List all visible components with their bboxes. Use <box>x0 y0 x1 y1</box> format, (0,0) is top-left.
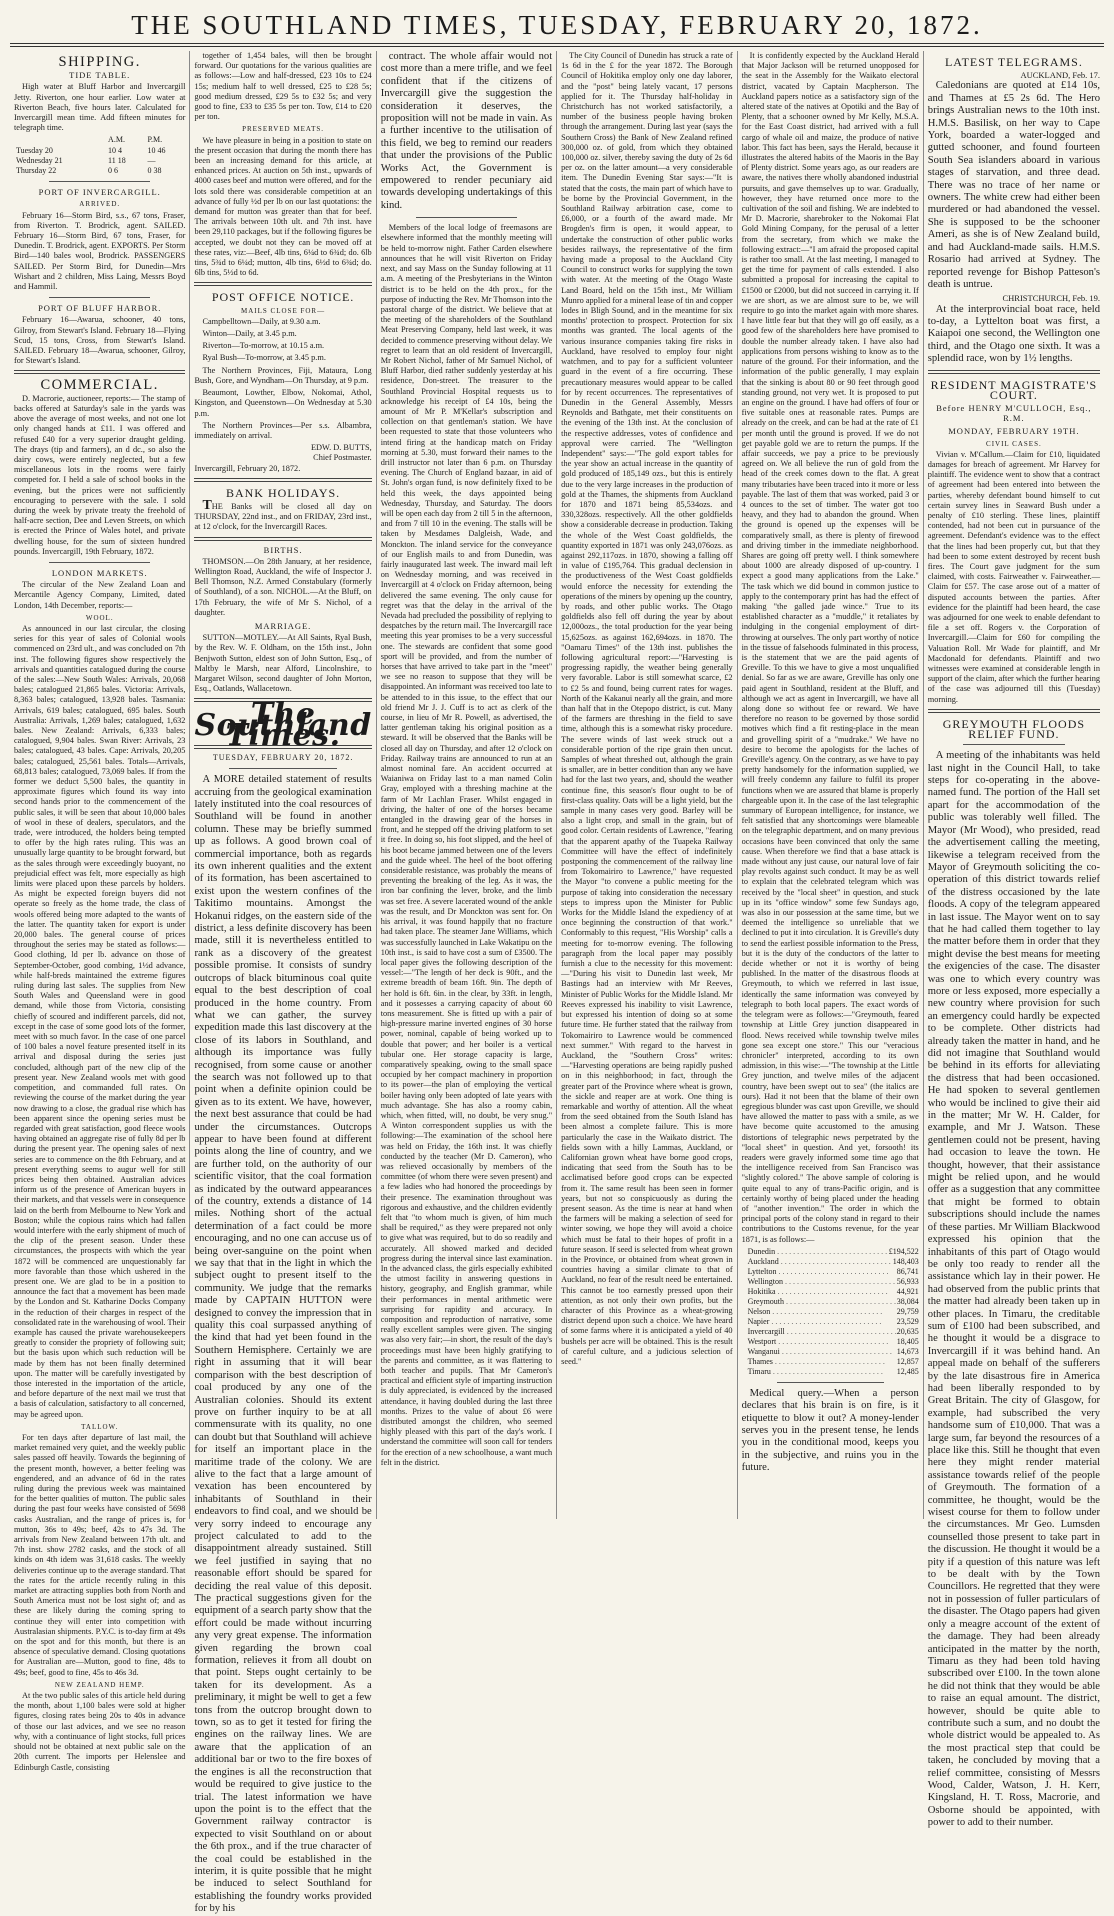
masthead-rule <box>10 43 1104 47</box>
post-line: Ryal Bush—To-morrow, at 3.45 p.m. <box>202 353 326 363</box>
list-item: Dunedin . . . £194,522 <box>748 1247 919 1257</box>
hemp-continued-text: together of 1,454 bales, will then be brought forward. Our quotations for the various qualities are as follows:—Low and half-dressed, £23 10s to £24 15s; medium half to well dressed, £25 to £28 5s; good medium dressed, £29 5s to £32 5s; and very good to fine, £33 to £35 5s per ton. Tow, £14 to £20 per ton. <box>194 51 372 122</box>
arrived-label: ARRIVED. <box>79 200 121 209</box>
wool-text: As announced in our last circular, the closing series for this year of sales of Colonial wools commenced on 23rd ult., and was concluded on 7th inst. The following figures show respectively the arrivals and quantities catalogued during the course of the sales:—New South Wales: Arrivals, 20,068 bales; catalogued 21,865 bales. Victoria: Arrivals, 8,363 bales; catalogued, 13,928 bales. Tasmania: Arrivals, 619 bales; catalogued, 695 bales. South Australia: Arrivals, 1,269 bales; catalogued, 1,632 bales. New Zealand: Arrivals, 6,333 bales; catalogued, 9,904 bales. Swan River: Arrivals, 23 bales; catalogued, 43 bales. Cape: Arrivals, 20,205 bales; catalogued, 25,561 bales. Totals—Arrivals, 68,813 bales; catalogued, 73,069 bales. If from the former we deduct 5,500 bales, the quantity in approximate figures which found its way into second hands prior to the commencement of the public sales, it will be seen that about 10,000 bales of wool in these of dealers, speculators, and the trade, were introduced, the holders being tempted to offer by the high rates ruling. This was an unusually large quantity to be brought forward, but as the sales through were exceedingly buoyant, no prejudicial effect was felt, more especially as high limits were placed upon these parcels by holders. As might be expected foreign buyers did not operate so freely as the home trade, the class of wools offered being more adapted to the wants of the latter. The quantity taken for export is under 20,000 bales. The general course of prices throughout the series may be stated as follows:—Good clothing, ld per lb. advance on those of September-October, good combing, 1½d advance, while half-breds maintained the extreme figures ruling during last sales. The supplies from New South Wales and Queensland were in good demand, while those from Victoria, consisting chiefly of scoured and indifferent parcels, did not, except in the case of some good lots of the former, meet with so much favor. In the case of one parcel of 100 bales a novel feature presented itself in its arrival and disposal during the series just concluded, although part of the new clip of the present year. New Zealand wools met with good competition, and commanded full rates. On reviewing the course of the market during the year now drawing to a close, the gradual rise which has been apparent since the opening series must be regarded with great satisfaction, good fleece wools having obtained an aggregate rise of fully 8d per lb during the present year. The opening sales of next series are to commence on the 8th February, and at present everything seems to augur well for still prices being then obtained. Australian advices inform us of the presence of American buyers in their markets, and that vessels were in consequence laid on the berth from Melbourne to New York and Boston; while the copious rains which had fallen would interfere with the early shipment of much of the clip of the present season. Under these circumstances, the prospects with which the year 1872 will be commenced are unquestionably far more favorable than those which ushered in the present one. We are glad to be in a position to announce the fact that a movement has been made by the London and St. Katharine Docks Company in the reduction of their charges in respect of the consolidated rate in the warehousing of wool. Their example has caused the private warehousekeepers greatly to consider the propriety of following suit; but the basis upon which such reduction will be made by them has not been finally determined upon. The matter will be carefully investigated by those interested in the importation of the article, and before departure of the next mail we trust that a basis of calculation, satisfactory to all concerned, may be agreed upon. <box>14 623 186 1419</box>
london-heading: LONDON MARKETS. <box>51 567 148 578</box>
customs-revenue-list <box>748 1247 919 1377</box>
column-6 <box>924 51 1104 1829</box>
list-item: Napier . . . 23,529 <box>748 1317 919 1327</box>
telegram-text: At the interprovincial boat race, held to-day, a Lyttelton boat was first, a Kaiapoi one second, the Wellington one third, and the Otago one sixth. It was a splendid race, won by 1½ lengths. <box>927 303 1101 365</box>
editorial-dateline: TUESDAY, FEBRUARY 20, 1872. <box>212 752 354 762</box>
preserved-meats-heading: PRESERVED MEATS. <box>242 125 325 134</box>
shipping-heading: SHIPPING. <box>58 54 141 70</box>
commercial-text: D. Macrorie, auctioneer, reports:— The stamp of backs offered at Saturday's sale in the yards was above the average of most weeks, and not one lot only changed hands at £11. I was offered and refused £40 for a very superior draught gelding. The drays (tip and farmers), an d dc., so also the dairy cows, were entirely neglected, but a few miscellaneous lots in the rooms were fairly competed for. I held a sale of school books in the evening, but the prices were not sufficiently encouraging to persevere with the sale. I sold during the week by private treaty the freehold of half-acre section, Dee and Leven Streets, on which is erected the Prince of Wales hotel, and private dwelling house, for the sum of sixteen hundred pounds. Invercargill, 19th February, 1872. <box>14 393 186 556</box>
post-date: Invercargill, February 20, 1872. <box>194 463 301 473</box>
births-heading: BIRTHS. <box>263 544 303 555</box>
list-item: Nelson . . . 29,759 <box>748 1307 919 1317</box>
court-text: Vivian v. M'Callum.—Claim for £10, liquidated damages for breach of agreement. Mr Harvey for plaintiff. The evidence went to show that a contract of agreement had been entered into between the parties, whereby defendant bound himself to cut certain survey lines in Seaward Bush under a penalty of £10 sterling. These lines, plaintiff contended, had not been cut in pursuance of the agreement. Defendant's evidence was to the effect that the lines had been properly cut, but that they had been to some extent destroyed by recent bush fires. The Court gave judgment for the sum claimed, with costs. Fairweather v. Fairweather.—Claim for £57. The case arose out of a matter of disputed accounts between the parties. After evidence for the plaintiff had been heard, the case was adjourned for one week to enable defendant to file a set off. Rogers v. the Corporation of Invercargill.—Claim for £60 for compiling the Valuation Roll. Mr Wade for plaintiff, and Mr Macdonald for defendants. Plaintiff and two witnesses were examined at considerable length in support of the claim, after which the further hearing of the case was adjourned till this (Tuesday) morning. <box>927 449 1101 704</box>
marriage-text: SUTTON—MOTLEY.—At All Saints, Ryal Bush, by the Rev. W. F. Oldham, on the 15th inst., John Benjwoth Sutton, eldest son of John Sutton, Esq., of Maltby le Marsh, near Alford, Lincolnshire, to Margaret Wilson, second daughter of John Morton, Esq., Oatlands, Wallacetown. <box>194 633 372 694</box>
columns <box>10 51 1104 1915</box>
post-line: Beaumont, Lowther, Elbow, Nokomai, Athol, Kingston, and Queenstown—On Wednesday at 5.30 p.m. <box>194 388 372 418</box>
wool-heading: WOOL. <box>85 613 114 622</box>
divider <box>14 370 185 374</box>
bank-holidays-heading: BANK HOLIDAYS. <box>225 485 341 500</box>
signature-name: EDW. D. BUTTS, <box>310 443 372 453</box>
column-1 <box>10 51 190 1772</box>
post-line: The Northern Provinces, Fiji, Mataura, Long Bush, Gore, and Wyndham—On Thursday, at 9 p.m. <box>194 365 372 385</box>
dateline-auckland: AUCKLAND, Feb. 17. <box>1020 70 1101 81</box>
editorial-continued-text: contract. The whole affair would not cost more than a mere trifle, and we feel confident that if the citizens of Invercargill give the suggestion the consideration it deserves, the proposition will not be made in vain. As a further incentive to the utilisation of this field, we beg to remind our readers that under the provisions of the Public Works Act, the Government is empowered to render pecuniary aid towards developing undertakings of this kind. <box>380 51 553 211</box>
divider <box>194 537 371 541</box>
tide-row: Tuesday 20 10 4 10 46 <box>16 145 166 155</box>
tallow-text: For ten days after departure of last mail, the market remained very quiet, and the weekly public sales passed off heavily. Towards the beginning of the present month, however, a better feeling was engendered, and an advance of 6d in the rates ruling during the previous week was maintained for the better qualities of mutton. The public sales during the past four weeks have consisted of 5698 casks Australian, and the range of prices is, for mutton, 36s to 49s; beef, 42s to 47s 3d. The arrivals from New Zealand between 17th ult. and 7th inst. show 2782 casks, and the stock of all kinds on 4th idem was 31,618 casks. The weekly deliveries continue up to the average standard. That the rates for the article recently ruling in this market are attracting supplies both from North and South America must not be lost sight of; and as these are likely during the coming spring to continue they will enter into competition with Australasian shipments. P.Y.C. is to-day firm at 49s on the spot and for this month, but there is an absence of speculative demand. Closing quotations for Australian are—Mutton, good to fine, 48s to 49s; beef, good to fine, 45s to 46s 3d. <box>14 1433 186 1677</box>
column-4 <box>557 51 737 1519</box>
court-before: Before HENRY M'CULLOCH, Esq., R.M. <box>936 402 1092 424</box>
nameplate: The Southland Times. <box>194 697 372 753</box>
divider <box>194 478 371 482</box>
marriage-heading: MARRIAGE. <box>254 620 312 631</box>
list-item: Wellington . . . 56,933 <box>748 1277 919 1287</box>
news-items-text: It is confidently expected by the Auckland Herald that Major Jackson will be returned unopposed for the seat in the Assembly for the Waikato electoral district, vacated by Captain Macpherson. The Auckland papers notice as a satisfactory sign of the altered state of the natives at Opotiki and the Bay of Plenty, that a schooner owned by Mr Kelly, M.S.A. for the East Coast district, had arrived with a full cargo of whale oil and maize, the produce of native labor. This fact has been, says the Herald, because it illustrates the altered habits of the Maoris in the Bay of Plenty district. Some years ago, as our readers are aware, the natives there wholly abandoned industrial pursuits, and gave themselves up to war. Gradually, however, they have returned once more to the cultivation of the soil and fishing. We are indebted to Mr D. Macrorie, sharebroker to the Nokomai Flat Gold Mining Company, for the perusal of a letter from the secretary, from which we make the following extract:—"I am afraid the proposed capital is rather too small. At the last meeting, I managed to get the time for payment of calls extended. I also submitted a proposal for increasing the capital to £1500 or £2000, but did not succeed in carrying it. If we are short, as we are almost sure to be, we will require to go into the market again with more shares. I have little fear but that they will go off easily, as a good few of the shareholders here have promised to double the number already taken. I have also had applications from persons wishing to know as to the nature of the ground. For their information, and the information of the public generally, I may explain that the sinking is about 80 or 90 feet through good standing ground, not very wet. It is proposed to put an engine on the ground. I have had offers of four or five suitable ones at reasonable rates. Pumps are already on the creek, and can be had at the rate of £1 per month until the ground is proved. If we do not get payable gold we are to return the pumps. If the affair succeeds, we pay a price to be previously agreed on. We all believe the run of gold from the head of the creek comes down to the flat. A great many tributaries have been traced into it more or less payable. The last of them that was worked, paid 3 or 4 ounces to the set of timber. The water got too heavy, and they had to abandon the ground. When the ground is opened up the expenses will be comparatively small, as there is plenty of firewood and driving timber in the immediate neighborhood. Shares are going off pretty well. I think somewhere about 1000 are already disposed of up-country. I expect a good many applications from the Lake." The task which we did bound in common justice to apply to the contemporary print has had the effect of making "the galled jade wince." True to its established character as a "muddle," it retaliates by indulging in the congenial employment of dirt-throwing at ourselves. The only part worthy of notice in the tissue of falsehoods fulminated in this process, is the statement that we are the paid agents of Greville. To this we have to give a most unqualified denial. So far as we are aware, Greville has only one paid agent in Southland, resident at the Bluff, and although we act as agent in Invercargill, we have all along done so without fee or reward. We have therefore no reason to be governed by those sordid motives which find a fit resting-place in the mean and grovelling spirit of a "mudrake." We have no desire to become the apologists for the laches of Greville's agency. On the contrary, as we have to pay pretty handsomely for the information supplied, we will freely condemn any failure to fulfil its proper functions when we are assured that blame is properly chargeable upon it. In the case of the last telegraphic summary of European intelligence, for instance, we felt satisfied that any shortcomings were blameable on the telegraphic department, and on many previous occasions have been convinced that only the same cause. When therefore we find that a base attack is made without any just cause, our natural love of fair play revolts against such conduct. It may be as well to explain that the celebrated telegram which was received by the "local sheet" in question, and stuck up in its "office window" some few Sundays ago, was also in our possession at the same time, but we deemed the intelligence so unreliable that we declined to put it into circulation. It is Greville's duty to send the earliest possible information to the Press, but it is the duty of the conductors of the latter to decide whether or not it is worthy of being published. In the matter of the disastrous floods at Greymouth, to which we referred in last issue, identically the same information was conveyed by telegraph to both local papers. The exact words of the telegram were as follows:—"Greymouth, feared township at Little Grey junction disappeared in flood. News received while township twelve miles gone sea except one store." This our "veracious chronicler" interpreted, according to its own admission, in this wise:—"The township at the Little Grey junction, and twelve miles of the adjacent country, have been swept out to sea" (the italics are ours). Had it not been that the blame of their own egregious blunder was cast upon Greville, we should have allowed the matter to pass with a smile, as we have become quite accustomed to the amusing distortions of telegraphic news perpetrated by the "local sheet" in question. And yet, forsooth! its readers were gravely informed some time ago that the intelligence received from San Francisco was "slightly colored." The above sample of coloring is quite equal to any of trans-Pacific origin, and is certainly worthy of being placed under the heading of "another invention." The order in which the principal ports of the colony stand in regard to their contributions to the Customs revenue, for the year 1871, is as follows:— <box>741 51 919 1244</box>
news-items-text: The City Council of Dunedin has struck a rate of 1s 6d in the £ for the year 1872. The Borough Council of Hokitika employ only one day laborer, and the "post" being lately vacant, 17 persons applied for it. The Thursday half-holiday in Christchurch has not worked satisfactorily, a number of the business people having broken through the arrangement. During last year (says the Southern Cross) the Bank of New Zealand refined 300,000 oz. of gold, from which they obtained 100,000 oz. silver, thereby saving the duty of 2s 6d per oz. on the latter amount—a very considerable item. The Dunedin Evening Star says:—"It is stated that the costs, the main part of which have to be borne by the Provincial Government, in the Southland Railway arbitration case, come to £6,000, or a fourth of the award made. Mr Brogden's firm is open, it would appear, to undertake the construction of other public works besides railways, the representative of the firm having made a proposal to the Auckland City Council to construct works for supplying the town with water. At the meeting of the Otago Waste Land Board, held on the 15th inst., Mr William Munro applied for a mineral lease of tin and copper lodes in Bligh Sound, and in the meantime for six months' protection to prospect. Protection for six months was granted. The local agents of the various insurance companies taking fire risks in Auckland, have resolved to employ four night watchmen, and to pay for a sufficient volunteer guard in the event of a fire occurring. These precautionary measures would appear to be called for by recent occurrences. The representatives of Dunedin in the General Assembly, Messrs Reynolds and Bathgate, met their constituents on the evening of the 13th inst. At the conclusion of the respective addresses, votes of confidence and approval were carried. The "Wellington Independent" says:—"The gold export tables for the year show an actual increase in the quantity of gold produced of 185,149 ozs., but this is entirely due to the very large increases in the production of gold at the Thames, the shipments from Auckland for 1870 and 1871 being 85,534ozs. and 330,328ozs. respectively. All the other goldfields show a considerable decrease in production. Taking the whole of the West Coast goldfields, the quantity exported in 1871 was only 243,076ozs. as against 292,117ozs. in 1870, showing a falling off in value of £195,764. This gradual declension in the productiveness of the West Coast goldfields would enforce the necessity for extending the operations of the miners by opening up the country, by roads, and other public works. The Otago goldfields also fell off during the year by about 12,000ozs., the total production for the year being 15,625ozs. as against 162,694ozs. in 1870. The "Oamaru Times" of the 13th inst. publishes the following agricultural report:—"Harvesting is progressing rapidly, the weather being generally very favorable. Labor is still somewhat scarce, £2 to £2 5s and found, being current rates for wages. North of the Kakanui nearly all the grain, and more than half that in the Otepopo district, is cut. Many of the farmers are threshing in the field to save time, although this is a somewhat risky procedure. The severe winds of last week struck out a considerable portion of the ripe grain then uncut. Samples of wheat threshed out, although the grain is smaller, are in better condition than any we have had for the last two years, and, should the weather continue fine, this season's flour ought to be of first-class quality. Oats will be a light yield, but the sample in many cases very good. Barley will be also a light crop, and small in the grain, but of good color. Certain residents of Lawrence, "fearing that the apparent apathy of the Tuapeka Railway Committee will have the effect of indefinitely postponing the commencement of the railway line from Tokomairiro to Lawrence," have requested the Mayor "to convene a public meeting for the purpose of taking into consideration the necessary steps to impress upon the Minister for Public Works for the Middle Island the expediency of at once beginning the construction of that work." Conformably to this request, "His Worship" calls a meeting for to-morrow evening. The following paragraph from the local paper may possibly furnish a clue to the necessity for this movement:—"During his visit to Dunedin last week, Mr Bastings had an interview with Mr Reeves, Minister of Public Works for the Middle Island. Mr Reeves expressed his inability to visit Lawrence, but expressed his intention of doing so at some future time. He further stated that the railway from Tokomairiro to Lawrence would be commenced next summer." With regard to the harvest in Auckland, the "Southern Cross" writes:—"Harvesting operations are being rapidly pushed on in this neighborhood; in fact, through the greater part of the Province where wheat is grown, the sickle and reaper are at work. One thing is remarkable and worthy of attention. All the wheat from the seed obtained from the South Island has been almost a complete failure. This is more particularly the case in the Waikato district. The fields sown with a hilly Lammas, Auckland, or Californian grown wheat have borne good crops, indicating that seed from the South has to be acclimatised before good crops can be expected from it. The same result has been seen in former years, but not so conspicuously as during the present season. As the time is near at hand when the farmers will be making a selection of seed for winter sowing, we hope they will avoid a choice which must be fatal to their hopes of profit in a future season. If seed is selected from wheat grown in the Province, or obtained from wheat grown in countries having a similar climate to that of Auckland, no fear of the result need be entertained. This cannot be too earnestly pressed upon their attention, as not only their own profits, but the character of this Province as a wheat-growing district depend upon such a choice. We have heard of some farms where it is anticipated a yield of 40 bushels per acre will be obtained. This is the result of careful culture, and a judicious selection of seed." <box>561 51 733 1366</box>
greymouth-heading: GREYMOUTH FLOODS RELIEF FUND. <box>942 716 1086 742</box>
divider <box>49 181 150 182</box>
mails-close-label: MAILS CLOSE FOR— <box>241 306 326 315</box>
births-text: THOMSON.—On 28th January, at her residence, Wellington Road, Auckland, the wife of Inspector J. Bell Thomson, N.Z. Armed Constabulary (formerly of Southland), of a son. NICHOL.—At the Bluff, on 17th February, the wife of Mr S. Nichol, of a daughter. <box>194 556 372 617</box>
editorial-text: A MORE detailed statement of results accruing from the geological examination lately instituted into the coal resources of Southland will be found in another column. These may be briefly summed up as follows. A good brown coal of commercial importance, both as regards its own inherent qualities and the extent of its formation, has been ascertained to exist upon the western confines of the Takitimo mountains. Amongst the Hokanui ridges, on the eastern side of the district, a less definite discovery has been made, still it is nevertheless entitled to rank as a discovery of the greatest possible promise. It consists of sundry outcrops of black bituminous coal quite equal to the best description of coal produced in the home country. From what we can gather, the survey expedition made this last discovery at the close of its labors in Southland, and although its importance was fully recognised, from some cause or another the search was not followed up to that point when a definite opinion could be given as to its extent. We have, however, the next best assurance that could be had under the circumstances. Outcrops appear to have been found at different points along the line of country, and we are further told, on the authority of our scientific visitor, that the coal formation as indicated by the outward appearances of the country, extends a distance of 14 miles. Nothing short of the actual determination of a fact could be more encouraging, and no one can accuse us of being over-sanguine on the point when we say that that in the light in which the subject ought to present itself to the community. We judge that the remarks made by CAPTAIN HUTTON were designed to convey the impression that in quality this coal surpassed anything of the kind that had yet been found in the Southern Hemisphere. Certainly we are right in assuming that it will bear comparison with the best description of coal produced by any one of the Australian colonies. Should its extent prove on further inquiry to be at all commensurate with its quality, no one can doubt but that Southland will achieve for itself an important place in the maritime trade of the colony. We are alive to the fact that a large amount of vexation has been encountered by inhabitants of Southland in their endeavors to find coal, and we should be very sorry indeed to encourage any project calculated to add to the disappointment already sustained. Still we feel justified in saying that no reasonable effort should be spared for deciding the real value of this deposit. The practical suggestions given for the equipment of a search party show that the effort could be made without incurring any very great expense. The information given regarding the brown coal formation, relieves it from all doubt on that point. Steps ought certainly to be taken for its development. As a preliminary, it might be well to get a few tons from the outcrop brought down to town, so as to get it tested for firing the engines on the railway lines. We are aware that the application of an additional bar or two to the fire boxes of the engines is all the reconstruction that would be required to give justice to the trial. The latest information we have upon the point is to the effect that the Government railway contractor is expected to visit Southland on or about the 6th prox., and if the true character of the coal could be established in the interim, it is quite possible that he might be induced to select Southland for establishing the foundry works provided for by his <box>194 774 372 1915</box>
column-2 <box>190 51 376 1915</box>
nz-hemp-heading: NEW ZEALAND HEMP. <box>54 1680 145 1689</box>
court-heading: RESIDENT MAGISTRATE'S COURT. <box>930 377 1098 402</box>
bank-holidays-text: THE Banks will be closed all day on THURSDAY, 22nd inst., and on FRIDAY, 23rd inst., at 12 o'clock, for the Invercargill Races. <box>194 497 372 532</box>
latest-telegrams-heading: LATEST TELEGRAMS. <box>944 55 1083 69</box>
list-item: Lyttelton . . . 86,741 <box>748 1267 919 1277</box>
list-item: Timaru . . . 12,485 <box>748 1367 919 1377</box>
commercial-heading: COMMERCIAL. <box>40 377 159 394</box>
preserved-meats-text: We have pleasure in being in a position to state on the present occasion that during the month there has been an increasing demand for this article, at enhanced prices. At auction on 5th inst., upwards of 4000 cases beef and mutton were offered, and for the lots sold there was considerable competition at an advance of fully ½d per lb on our last quotations: the demand for mutton was greater than that for beef. The arrivals between 10th ult. and 7th inst. have been 29,110 packages, but if the following figures be accepted, we doubt not they can be moved off at these rates, viz:—Beef, 4lb tins, 6¼d to 6¾d; do. 6lb tins, 5¾d to 6¼d; mutton, 4lb tins, 6½d to 6¾d; do. 6lb tins, 5½d to 6d. <box>194 135 372 278</box>
medical-query-text: Medical query.—When a person declares that his brain is on fire, is it etiquette to blow it out? A money-lender serves you in the present tense, he lends you in the conditional mood, keeps you in the subjective, and ruins you in the future. <box>741 1387 919 1474</box>
divider <box>49 297 150 298</box>
local-news-text: Members of the local lodge of freemasons are elsewhere informed that the monthly meeting will be held to-morrow night. Father Carden elsewhere announces that he will visit Riverton on Friday next, and say Mass on the Sunday following at 11 a.m. A meeting of the Presbyterians in the Winton district is to be held on the 4th prox., for the purpose of inducting the Rev. Mr Thomson into the pastoral charge of the district. We believe that at the meeting of the shareholders of the Southland Meat Preserving Company, held last week, it was decided to commence preserving without delay. We regret to learn that an old resident of Invercargill, Mr Robert Nichol, father of Mr Samuel Nichol, of Bluff Harbor, died rather suddenly yesterday at his residence, Don-street. The treasurer to the Southland Provincial Hospital requests us to acknowledge his receipt of £4 10s, being the amount of Mr P. M'Kellar's subscription and collection on that gentleman's station. We have been requested to state that those volunteers who intend firing at the handicap match on Friday morning at 5.30, must forward their names to the drill instructor not later than 6 p.m. on Thursday evening. The Church of England bazaar, in aid of St. John's organ fund, is now definitely fixed to be held this week, the days appointed being Wednesday, Thursday, and Saturday. The doors will be open each day from 2 till 5 in the afternoon, and from 7 till 10 in the evening. The stalls will be taken by Mesdames Dalgleish, Wade, and Monckton. The inland service for the conveyance of our English mails to and from Dunedin, was fairly inaugurated last week. The inward mail left on Wednesday morning, and was received in Invercargill at 4 o'clock on Friday afternoon, being delivered the same evening. The only cause for regret was that the delay in the arrival of the Nevada had precluded the possibility of replying to despatches by the return mail. The Invercargill race meeting this year promises to be a very successful one. The stewards are confident that some good sport will be provided, and from the number of horses that have arrived to take part in the "meet" we see no reason to suppose that they will be disappointed. An informant was received too late to be attended to in this issue, to the effect that our old friend Mr J. J. Cuff is to act as clerk of the course, in lieu of Mr R. Powell, as advertised, the latter gentleman taking his original position as a steward. It will be observed that the Banks will be closed all day on Thursday, and after 12 o'clock on Friday. Railway trains are announced to run at an almost nominal fare. An accident occurred at Waianiwa on Friday last to a man named Colin Gray, employed with a threshing machine at the farm of Mr Lachlan Fraser. Whilst engaged in driving, the halter of one of the horses became entangled in the drawing gear of the horses in front, and he stepped off the driving platform to set it free. In doing so, his foot slipped, and the heel of his boot became jammed between one of the levers and the guide wheel. The heel of the boot offering considerable resistance, was probably the means of preventing the breaking of the leg. As it was, the iron bar confining the lever, broke, and the limb was set free. A severe lacerated wound of the ankle was the result, and Dr Monckton was sent for. On his arrival, it was found happily that no fracture had taken place. The steamer Jane Williams, which was successfully launched in Lake Wakatipu on the 10th inst., is said to have cost a sum of £3500. The local paper gives the following description of the vessel:—"The length of her deck is 90ft., and the extreme breadth of beam 16ft. 9in. The depth of her hold is 6ft. 6in. in the clear, by 33ft. in length, and it possesses a carrying capacity of about 60 tons measurement. She is fitted up with a pair of high-pressure marine inverted engines of 30 horse power, nominal, capable of being worked up to double that power; and her boiler is a vertical tubular one. Her storage capacity is large, comparatively speaking, owing to the small space occupied by her compact machinery in proportion to its power—the plan of employing the vertical boiler having only been adopted of late years with much advantage. She has also a roomy cabin, which, when fitted, will, no doubt, be very snug." A Winton correspondent supplies us with the following:—The examination of the school here was held on Friday, the 16th inst. It was chiefly conducted by the teacher (Mr D. Cameron), who was relieved occasionally by members of the committee (of whom there were seven present) and a few ladies who had honored the proceedings by their presence. The examination throughout was rigorous and exhaustive, and the children evidently felt that "to whom much is given, of him much shall be required," as they were prepared not only to give what was required, but to do so readily and accurately. All showed marked and decided progress during the interval since last examination. In the advanced class, the girls especially exhibited the utmost facility in answering questions in history, geography, and English grammar, while their performances in mental arithmetic were surprising for rapidity and accuracy. In composition and reproduction of narrative, some really excellent samples were given. The singing was also very fair;—in short, the result of the day's proceedings must have been highly gratifying to the parents and committee, as it was flattering to both teacher and pupils. That Mr Cameron's practical and efficient style of imparting instruction is duly appreciated, is evidenced by the increased attendance, it having doubled during the last three months. Prizes to the value of about £6 were distributed amongst the children, who seemed highly pleased with this part of the day's work. I understand the committee will soon call for tenders for the erection of a new schoolhouse, a want much felt in the district. <box>380 223 553 1467</box>
telegram-text: Caledonians are quoted at £14 10s, and Thames at £5 2s 6d. The Hero brings Australian news to the 10th inst. H.M.S. Basilisk, on her way to Cape York, boarded a water-logged and gutted schooner, and found fourteen South Sea islanders aboard in various stages of starvation, and three dead. There was no trace of her name or owners. The white crew had either been murdered or had abandoned the vessel. She is supposed to be the schooner Ameri, as she is of New Zealand build, and had Auckland-made sails. H.M.S. Rosario had arrived at Sydney. The reported revenge for Bishop Patteson's death is untrue. <box>927 80 1101 290</box>
divider <box>928 370 1100 374</box>
port-invercargill-text: February 16—Storm Bird, s.s., 67 tons, Fraser, from Riverton. T. Brodrick, agent. SAILED. February 16—Storm Bird, 67 tons, Fraser, for Dunedin. T. Brodrick, agent. EXPORTS. Per Storm Bird—140 bales wool, Brodrick. PASSENGERS SAILED. Per Storm Bird, for Dunedin—Mrs Wishart and 2 children, Miss Laing, Messrs Boyd and Hammil. <box>14 210 186 292</box>
nz-hemp-text: At the two public sales of this article held during the month, about 1,100 bales were sold at higher figures, closing rates being 20s to 40s in advance of those our last advices, and we see no reason why, with a continuance of light stocks, full prices should not be obtained at next public sale on the 20th current. The imports per Helenslee and Edinburgh Castle, consisting <box>14 1691 186 1772</box>
masthead: THE SOUTHLAND TIMES, TUESDAY, FEBRUARY 20, 1872. <box>131 10 983 40</box>
divider <box>229 768 336 769</box>
tide-row: Thursday 22 0 6 0 38 <box>16 166 162 176</box>
port-bluff-text: February 16—Awarua, schooner, 40 tons, Gilroy, from Stewart's Island. February 18—Flying Scud, 15 tons, Cross, from Stewart's Island. SAILED. February 18—Awarua, schooner, Gilroy, for Stewart's Island. <box>14 315 186 366</box>
divider <box>49 562 150 563</box>
divider <box>194 282 371 286</box>
post-line: Riverton—To-morrow, at 10.15 a.m. <box>202 341 325 351</box>
post-line: Winton—Daily, at 3.45 p.m. <box>202 329 297 339</box>
port-invercargill-heading: PORT OF INVERCARGILL. <box>38 187 161 198</box>
port-bluff-heading: PORT OF BLUFF HARBOR. <box>38 303 162 314</box>
column-5 <box>738 51 924 1519</box>
divider <box>928 709 1100 713</box>
tallow-heading: TALLOW. <box>81 1422 119 1431</box>
column-3 <box>377 51 557 1519</box>
list-item: Auckland . . . 148,403 <box>748 1257 919 1267</box>
list-item: Westport . . . 18,405 <box>748 1337 919 1347</box>
list-item: Invercargill . . . 20,635 <box>748 1327 919 1337</box>
post-office-heading: POST OFFICE NOTICE. <box>211 290 355 305</box>
tide-table <box>14 135 185 176</box>
list-item: Thames . . . 12,857 <box>748 1357 919 1367</box>
divider <box>416 217 517 218</box>
london-text: The circular of the New Zealand Loan and Mercantile Agency Company, Limited, dated London, 14th December, reports:— <box>14 580 186 610</box>
post-signature <box>194 443 371 463</box>
post-line: Campbelltown—Daily, at 9.30 a.m. <box>202 316 321 326</box>
divider <box>963 744 1065 745</box>
civil-cases-label: CIVIL CASES. <box>986 439 1042 448</box>
signature-title: Chief Postmaster. <box>313 453 372 463</box>
tide-row: Wednesday 21 11 18 — <box>16 155 156 165</box>
dateline-christchurch: CHRISTCHURCH, Feb. 19. <box>1002 293 1101 304</box>
tide-row: A.M. P.M. <box>108 135 163 145</box>
post-line: The Northern Provinces—Per s.s. Albambra, immediately on arrival. <box>194 420 372 440</box>
list-item: Wanganui . . . 14,673 <box>748 1347 919 1357</box>
divider <box>777 1382 884 1383</box>
court-date: MONDAY, FEBRUARY 19TH. <box>948 426 1080 437</box>
tide-text: High water at Bluff Harbor and Invercargill Jetty. Riverton, one hour earlier. Low water at Riverton Beach, five hours later. Calculated for Invercargill mean time. Add fifteen minutes for telegraph time. <box>14 82 186 133</box>
greymouth-text: A meeting of the inhabitants was held last night in the Council Hall, to take steps for co-operating in the above-named fund. The portion of the Hall set apart for the accommodation of the public was tolerably well filled. The Mayor (Mr Wood), who presided, read the advertisement calling the meeting, likewise a telegram received from the Mayor of Greymouth soliciting the co-operation of this district towards relief of the distress occasioned by the late floods. A copy of the telegram appeared in last issue. The Mayor went on to say that he had called them together to lay the matter before them in order that they might devise the best means for meeting the exigencies of the case. The disaster was one to which every country was more or less exposed, more especially a new country where provision for such an emergency could hardly be expected to be complete. Other districts had already taken the matter in hand, and he did not imagine that Southland would be behind in its efforts for alleviating the distress that had been occasioned. He had spoken to several gentlemen who would be inclined to give their aid in the matter; Mr W. H. Calder, for example, and Mr J. Watson. These gentlemen could not be present, having had occasion to leave the town. He thought, however, that their assistance might be relied upon, and he would offer as a suggestion that any committee that might be formed to obtain subscriptions should include the names of these parties. Mr William Blackwood expressed his opinion that the inhabitants of this part of Otago would be only too ready to render all the assistance which lay in their power. He had observed from the public prints that the matter had already been taken up in other places. In Timaru, the creditable sum of £100 had been subscribed, and he thought it would be a disgrace to Invercargill if it was behind hand. An appeal made on behalf of the sufferers by the late disastrous fire in America had been liberally responded to by Great Britain. The city of Glasgow, for example, had subscribed the very handsome sum of £10,000. That was a large sum, far beyond the resources of a place like this. Still he thought that even here they might render material assistance towards relief of the people of Greymouth. The formation of a committee, he thought, would be the wisest course for them to follow under the circumstances. Mr Geo. Lumsden counselled those present to take part in the discussion. He thought it would be a pity if a question of this nature was left to be dealt with by the Town Councillors. He regretted that they were not in possession of fuller particulars of the disaster. The Otago papers had given only a meagre account of the extent of the damage. They had been already anticipated in the matter by the north, Timaru as they had been told having subscribed over £100. In the town alone he did not think that they would be able to raise an equal amount. The district, however, should be quite able to contribute such a sum, and no doubt the whole district would be appealed to. As the most practical step that could be taken, he concluded by moving that a relief committee, consisting of Messrs Wood, Calder, Watson, J. H. Kerr, Kingsland, H. T. Ross, Macrorie, and Osborne should be appointed, with power to add to their number. <box>927 750 1101 1829</box>
list-item: Greymouth . . . 38,084 <box>748 1297 919 1307</box>
tide-heading: TIDE TABLE. <box>69 70 131 81</box>
list-item: Hokitika . . . 44,921 <box>748 1287 919 1297</box>
